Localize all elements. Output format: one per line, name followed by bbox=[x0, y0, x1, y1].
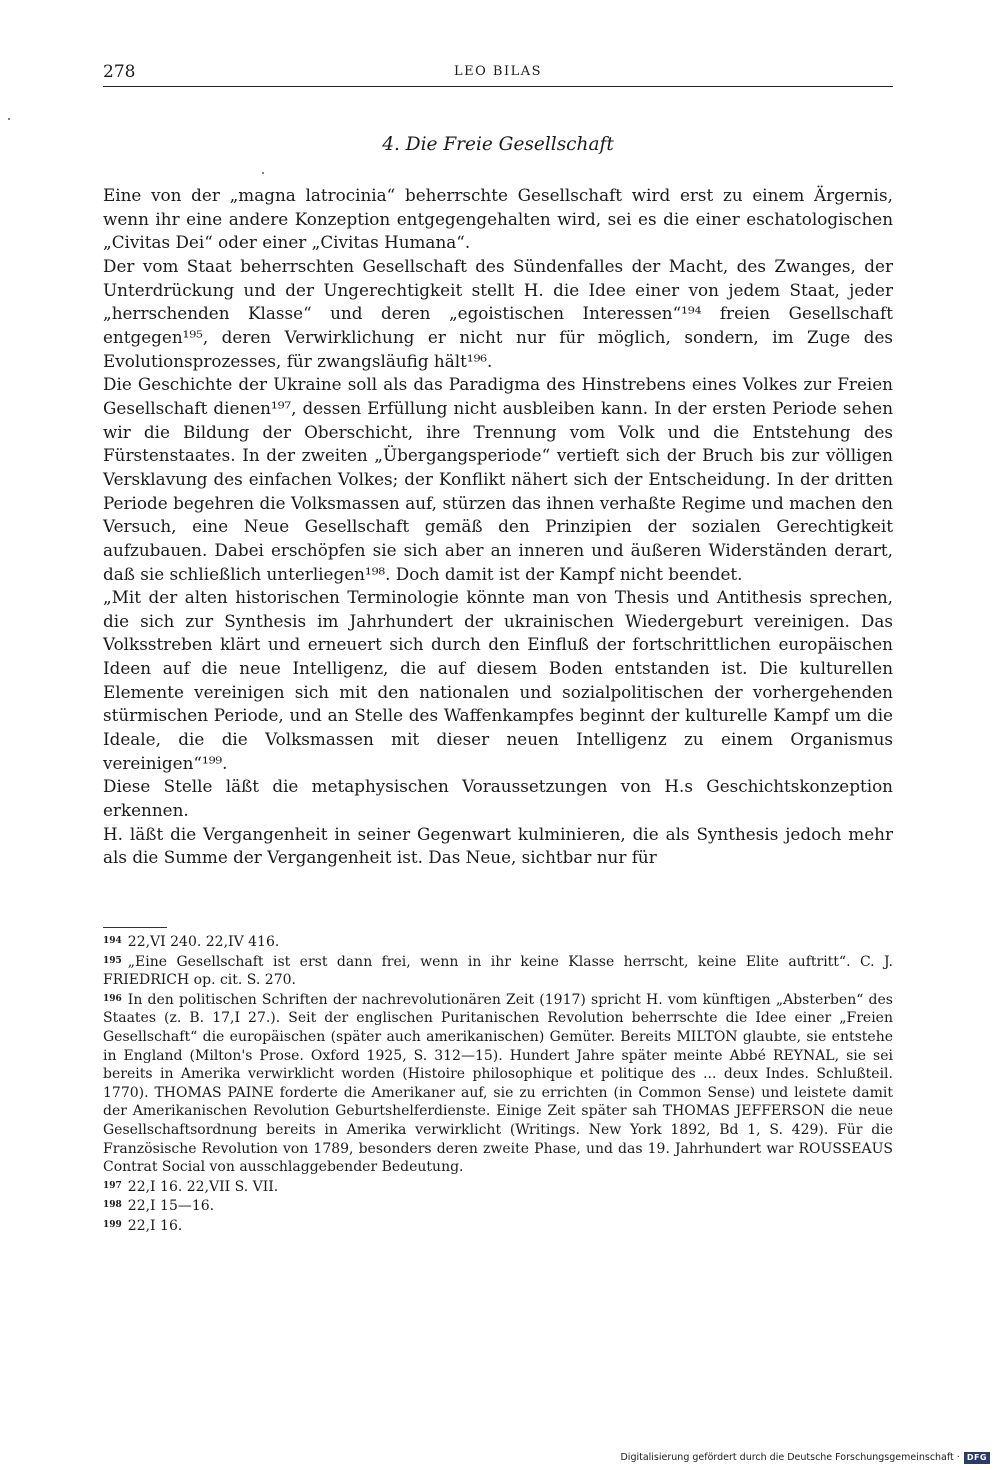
footnote-text: 22,I 16. 22,VII S. VII. bbox=[127, 1178, 279, 1195]
paragraph: Eine von der „magna latrocinia“ beherrschte Gesellschaft wird erst zu einem Ärgernis, wenn ihr eine andere Konzeption entgegengehalten wird, sei es die einer eschatologischen „Civitas Dei“ oder einer „Civitas Humana“. bbox=[103, 185, 893, 253]
paragraph: Die Geschichte der Ukraine soll als das Paradigma des Hinstrebens eines Volkes zur Freien Gesellschaft dienen¹⁹⁷, dessen Erfüllung nicht ausbleiben kann. In der ersten Periode sehen wir die Bildung der Oberschicht, ihre Trennung vom Volk und die Entstehung des Fürstenstaates. In der zweiten „Übergangsperiode“ vertieft sich der Bruch bis zur völligen Versklavung des einfachen Volkes; der Konflikt nähert sich der Entscheidung. In der dritten Periode begehren die Volksmassen auf, stürzen das ihnen verhaßte Regime und machen den Versuch, eine Neue Gesellschaft gemäß den Prinzipien der sozialen Gerechtigkeit aufzubauen. Dabei erschöpfen sie sich aber an inneren und äußeren Widerständen derart, daß sie schließlich unterliegen¹⁹⁸. Doch damit ist der Kampf nicht beendet. bbox=[103, 374, 893, 584]
footnote-text: In den politischen Schriften der nachrevolutionären Zeit (1917) spricht H. vom künftigen „Absterben“ des Staates (z. B. 17,I 27.). Seit der englischen Puritanischen Revolution beherrschte die Idee einer „Freien Gesellschaft“ die europäischen (später auch amerikanischen) Gemüter. Bereits MILTON glaubte, sie entstehe in England (Milton's Prose. Oxford 1925, S. 312—15). Hundert Jahre später meinte Abbé REYNAL, sie sei bereits in Amerika verwirklicht worden (Histoire philosophique et politique des ... deux Indes. Schlußteil. 1770). THOMAS PAINE forderte die Amerikaner auf, sie zu errichten (in Common Sense) und leistete damit der Amerikanischen Revolution Geburtshelferdienste. Einige Zeit später sah THOMAS JEFFERSON die neue Gesellschaftsordnung bereits in Amerika verwirklicht (Writings. New York 1892, Bd 1, S. 429). Für die Französische Revolution von 1789, besonders deren zweite Phase, und das 19. Jahrhundert war ROUSSEAUS Contrat Social von ausschlaggebender Bedeutung. bbox=[103, 991, 893, 1176]
footnote bbox=[103, 990, 893, 1177]
footnote-text: 22,VI 240. 22,IV 416. bbox=[127, 934, 280, 950]
footnote-text: 22,I 16. bbox=[127, 1217, 183, 1234]
footnote-number: 198 bbox=[103, 1200, 122, 1211]
footnote-text: 22,I 15—16. bbox=[127, 1198, 215, 1215]
footnote-number: 196 bbox=[103, 993, 122, 1004]
page-number: 278 bbox=[103, 62, 136, 82]
digitization-credit bbox=[560, 1450, 990, 1466]
credit-text: Digitalisierung gefördert durch die Deutsche Forschungsgemeinschaft · bbox=[620, 1452, 960, 1463]
scan-speck bbox=[8, 118, 10, 120]
footnote bbox=[103, 1196, 893, 1216]
footnote-rule bbox=[103, 927, 167, 928]
footnote-number: 199 bbox=[103, 1219, 122, 1230]
body-text bbox=[103, 184, 893, 870]
footnote-number: 194 bbox=[103, 936, 122, 946]
footnote-number: 197 bbox=[103, 1180, 122, 1191]
footnote bbox=[103, 952, 893, 990]
footnotes bbox=[103, 932, 893, 1236]
footnote-text: „Eine Gesellschaft ist erst dann frei, wenn in ihr keine Klasse herrscht, keine Elite auftritt“. C. J. FRIEDRICH op. cit. S. 270. bbox=[103, 953, 893, 989]
footnote bbox=[103, 1216, 893, 1236]
paragraph: Diese Stelle läßt die metaphysischen Voraussetzungen von H.s Geschichtskonzeption erkennen. bbox=[103, 776, 893, 821]
paragraph: „Mit der alten historischen Terminologie könnte man von Thesis und Antithesis sprechen, die sich zur Synthesis im Jahrhundert der ukrainischen Wiedergeburt vereinigen. Das Volksstreben klärt und erneuert sich durch den Einfluß der fortschrittlichen europäischen Ideen auf die neue Intelligenz, die auf diesem Boden entstanden ist. Die kulturellen Elemente vereinigen sich mit den nationalen und sozialpolitischen der vorhergehenden stürmischen Periode, und an Stelle des Waffenkampfes beginnt der kulturelle Kampf um die Ideale, die die Volksmassen mit dieser neuen Intelligenz zu einem Organismus vereinigen“¹⁹⁹. bbox=[103, 587, 893, 773]
footnote-number: 195 bbox=[103, 955, 122, 966]
footnote bbox=[103, 1177, 893, 1197]
page-header bbox=[103, 62, 893, 87]
paragraph: Der vom Staat beherrschten Gesellschaft des Sündenfalles der Macht, des Zwanges, der Unterdrückung und der Ungerechtigkeit stellt H. die Idee einer von jedem Staat, jeder „herrschenden Klasse“ und deren „egoistischen Interessen“¹⁹⁴ freien Gesellschaft entgegen¹⁹⁵, deren Verwirklichung er nicht nur für möglich, sondern, im Zuge des Evolutionsprozesses, für zwangsläufig hält¹⁹⁶. bbox=[103, 255, 893, 371]
section-title: 4. Die Freie Gesellschaft bbox=[382, 134, 614, 155]
paragraph: H. läßt die Vergangenheit in seiner Gegenwart kulminieren, die als Synthesis jedoch mehr als die Summe der Vergangenheit ist. Das Neue, sichtbar nur für bbox=[103, 823, 893, 868]
scan-speck bbox=[262, 172, 264, 174]
running-head: LEO BILAS bbox=[453, 64, 543, 79]
footnote bbox=[103, 932, 893, 952]
dfg-logo: DFG bbox=[964, 1452, 990, 1464]
